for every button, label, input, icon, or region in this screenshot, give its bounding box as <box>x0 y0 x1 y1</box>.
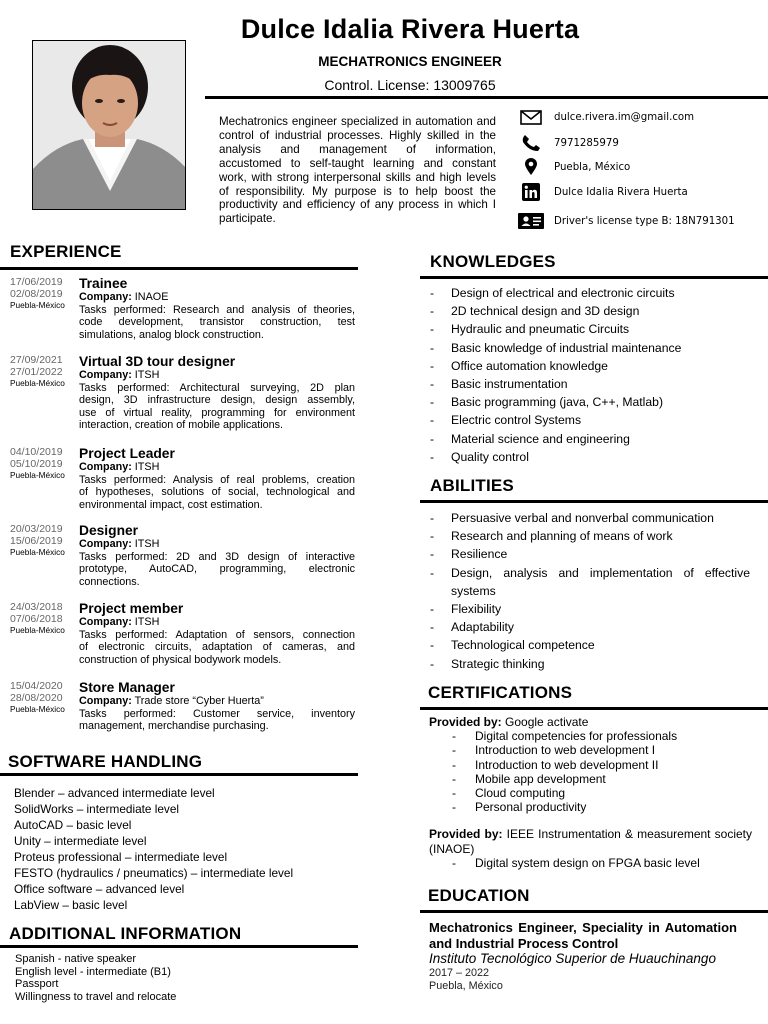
list-item <box>429 856 752 870</box>
software-item: LabView – basic level <box>14 898 128 912</box>
end-date: 27/01/2022 <box>10 366 63 378</box>
provided-by-label: Provided by: <box>429 715 502 729</box>
list-item-text: Resilience <box>451 547 508 562</box>
experience-details <box>79 276 355 341</box>
start-date: 17/06/2019 <box>10 276 63 288</box>
additional-item: Willingness to travel and relocate <box>15 990 177 1003</box>
additional-item: English level - intermediate (B1) <box>15 965 171 978</box>
list-item <box>430 320 760 338</box>
additional-item: Spanish - native speaker <box>15 953 137 965</box>
additional-item: Passport <box>15 978 59 991</box>
bullet-dash: - <box>430 602 435 617</box>
mail-icon <box>518 107 544 127</box>
experience-company <box>79 291 355 304</box>
education-place: Puebla, México <box>429 979 503 992</box>
degree-title: Mechatronics Engineer, Speciality in Automation and Industrial Process Control <box>429 920 737 951</box>
experience-location: Puebla-México <box>10 470 65 480</box>
bullet-dash: - <box>430 322 435 337</box>
list-item <box>430 357 760 375</box>
education-body <box>429 920 737 992</box>
end-date: 02/08/2019 <box>10 288 63 300</box>
experience-divider <box>0 267 358 270</box>
education-years: 2017 – 2022 <box>429 967 490 979</box>
experience-location: Puebla-México <box>10 300 65 310</box>
company-label: Company: <box>79 369 132 381</box>
location-text: Puebla, México <box>554 161 631 173</box>
knowledges-divider <box>420 276 768 279</box>
additional-divider <box>0 945 358 948</box>
list-item <box>429 743 752 757</box>
experience-dates <box>10 276 72 311</box>
bullet-dash: - <box>452 743 456 758</box>
end-date: 05/10/2019 <box>10 458 63 470</box>
list-item <box>429 800 752 814</box>
experience-task-line: Tasks performed: 2D and 3D design of interactive <box>79 550 355 563</box>
experience-company <box>79 695 355 708</box>
experience-location: Puebla-México <box>10 704 65 714</box>
experience-details <box>79 446 355 511</box>
portrait-illustration <box>33 41 186 210</box>
experience-company <box>79 616 355 629</box>
list-item <box>430 655 750 673</box>
experience-title: Trainee <box>79 276 128 291</box>
list-item-text: Digital competencies for professionals <box>475 729 678 744</box>
bullet-dash: - <box>430 620 435 635</box>
experience-details <box>79 680 355 733</box>
experience-title: Project Leader <box>79 446 175 461</box>
list-item-text: Persuasive verbal and nonverbal communication <box>451 511 714 525</box>
experience-dates <box>10 601 72 636</box>
company-name: ITSH <box>134 538 160 550</box>
bullet-dash: - <box>430 511 435 525</box>
bullet-dash: - <box>430 638 435 653</box>
education-heading: EDUCATION <box>428 886 530 905</box>
experience-dates <box>10 446 72 481</box>
cert-list-2 <box>429 856 752 870</box>
control-license: Control. License: 13009765 <box>324 77 496 93</box>
start-date: 15/04/2020 <box>10 680 63 692</box>
company-label: Company: <box>79 695 132 707</box>
bullet-dash: - <box>430 449 435 464</box>
list-item <box>430 636 750 654</box>
software-item: SolidWorks – intermediate level <box>14 802 180 816</box>
list-item-text: Personal productivity <box>475 800 587 815</box>
abilities-list <box>430 509 750 673</box>
experience-task-line: simulations, analog block construction. <box>79 328 264 341</box>
list-item <box>430 527 750 545</box>
provider-1-name: Google activate <box>505 715 589 729</box>
experience-location: Puebla-México <box>10 547 65 557</box>
cert-list-1 <box>429 729 752 814</box>
bullet-dash: - <box>430 656 435 671</box>
list-item <box>430 509 750 527</box>
list-item-text: Electric control Systems <box>451 413 582 428</box>
candidate-name: Dulce Idalia Rivera Huerta <box>240 14 580 44</box>
experience-task-line: environmental impact, cost estimation. <box>79 498 263 511</box>
experience-task-line: management, merchandise purchasing. <box>79 720 269 733</box>
school-name: Instituto Tecnológico Superior de Huauchinango <box>429 951 716 966</box>
email-text[interactable]: dulce.rivera.im@gmail.com <box>554 111 695 123</box>
provider-2-name: IEEE Instrumentation & measurement society (INAOE) <box>429 827 753 856</box>
list-item <box>430 375 760 393</box>
list-item-text: Office automation knowledge <box>451 358 608 373</box>
knowledges-list <box>430 284 760 466</box>
contact-location <box>518 157 630 177</box>
experience-task-line: code development, transistor construction, test <box>79 316 355 329</box>
experience-task-line: connections. <box>79 575 140 588</box>
bullet-dash: - <box>430 395 435 410</box>
software-item: Office software – advanced level <box>14 882 185 896</box>
bullet-dash: - <box>430 358 435 373</box>
experience-location: Puebla-México <box>10 378 65 388</box>
bullet-dash: - <box>430 413 435 428</box>
experience-task-line: Tasks performed: Adaptation of sensors, connection <box>79 628 355 641</box>
phone-icon <box>518 133 544 153</box>
abilities-divider <box>420 500 768 503</box>
experience-company <box>79 461 355 474</box>
list-item-text: Flexibility <box>451 602 502 617</box>
list-item <box>430 393 760 411</box>
contact-phone <box>518 133 619 153</box>
company-label: Company: <box>79 461 132 473</box>
experience-task-line: use of virtual reality, programming for environment <box>79 406 355 419</box>
cert-provider-2 <box>429 827 752 855</box>
list-item <box>430 430 760 448</box>
experience-task-line: Tasks performed: Research and analysis of theories, <box>79 303 355 316</box>
experience-task-line: design, 3D infrastructure design, design assembly, <box>79 394 355 407</box>
bullet-dash: - <box>430 547 435 562</box>
list-item-text: Strategic thinking <box>451 656 545 671</box>
education-divider <box>420 910 768 913</box>
list-item-text: Basic instrumentation <box>451 377 568 392</box>
list-item <box>429 772 752 786</box>
list-item <box>430 564 750 600</box>
software-heading: SOFTWARE HANDLING <box>8 752 203 771</box>
bullet-dash: - <box>452 855 456 870</box>
experience-task-line: prototype, AutoCAD, programming, electronic <box>79 563 355 576</box>
company-label: Company: <box>79 538 132 550</box>
contact-driver-license <box>518 211 735 231</box>
additional-list <box>15 953 355 1003</box>
experience-details <box>79 354 355 432</box>
experience-task-line: Tasks performed: Customer service, inventory <box>79 707 355 720</box>
certifications-body <box>429 715 752 870</box>
list-item-text: Design of electrical and electronic circuits <box>451 286 675 300</box>
software-item: Proteus professional – intermediate level <box>14 850 228 864</box>
company-name: ITSH <box>134 369 160 381</box>
list-item <box>430 545 750 563</box>
company-label: Company: <box>79 616 132 628</box>
bullet-dash: - <box>452 800 456 815</box>
bullet-dash: - <box>452 786 456 801</box>
software-list <box>14 785 354 913</box>
location-pin-icon <box>518 157 544 177</box>
experience-dates <box>10 523 72 558</box>
experience-details <box>79 523 355 588</box>
phone-text: 7971285979 <box>554 137 619 149</box>
experience-title: Store Manager <box>79 680 175 695</box>
bullet-dash: - <box>430 431 435 446</box>
software-item: FESTO (hydraulics / pneumatics) – intermediate level <box>14 866 294 880</box>
bullet-dash: - <box>452 757 456 772</box>
knowledges-heading: KNOWLEDGES <box>430 252 556 271</box>
certifications-heading: CERTIFICATIONS <box>428 683 573 702</box>
list-item-text: Technological competence <box>451 638 595 653</box>
id-card-icon <box>518 211 544 231</box>
list-item-text: Digital system design on FPGA basic level <box>475 855 700 870</box>
linkedin-text[interactable]: Dulce Idalia Rivera Huerta <box>554 186 688 198</box>
list-item <box>430 339 760 357</box>
experience-task-line: of electronic circuits, adaptation of cameras, and <box>79 641 355 654</box>
company-label: Company: <box>79 291 132 303</box>
bullet-dash: - <box>430 340 435 355</box>
list-item <box>430 302 760 320</box>
list-item-text: Quality control <box>451 449 529 464</box>
list-item-text: Introduction to web development I <box>475 743 656 758</box>
bullet-dash: - <box>430 529 435 544</box>
end-date: 28/08/2020 <box>10 692 63 704</box>
software-item: Blender – advanced intermediate level <box>14 786 215 800</box>
experience-details <box>79 601 355 666</box>
list-item-text: Mobile app development <box>475 771 606 786</box>
cert-provider-1 <box>429 715 752 729</box>
job-role: MECHATRONICS ENGINEER <box>318 54 502 69</box>
linkedin-icon <box>518 182 544 202</box>
end-date: 15/06/2019 <box>10 535 63 547</box>
profile-summary: Mechatronics engineer specialized in automation and control of industrial processes. Highly skilled in the analysis and management of information, accustomed to self-taught learning and constant work, with strong interpersonal skills and high levels of responsibility. My purpose is to help boost the productivity and efficiency of any process in which I participate. <box>219 115 496 226</box>
experience-company <box>79 369 355 382</box>
certifications-divider <box>420 707 768 710</box>
list-item-text: Introduction to web development II <box>475 757 659 772</box>
experience-task-line: construction of physical bodywork models. <box>79 653 282 666</box>
list-item <box>429 729 752 743</box>
start-date: 24/03/2018 <box>10 601 63 613</box>
list-item-text: Basic programming (java, C++, Matlab) <box>451 395 664 410</box>
company-name: ITSH <box>134 616 160 628</box>
company-name: Trade store “Cyber Huerta” <box>134 695 264 707</box>
start-date: 20/03/2019 <box>10 523 63 535</box>
software-item: AutoCAD – basic level <box>14 818 132 832</box>
list-item-text: Research and planning of means of work <box>451 529 673 544</box>
experience-company <box>79 538 355 551</box>
list-item-text: Design, analysis and implementation of effective systems <box>451 565 750 598</box>
experience-task-line: Tasks performed: Architectural surveying, 2D plan <box>79 381 355 394</box>
list-item <box>430 411 760 429</box>
list-item-text: Adaptability <box>451 620 515 635</box>
experience-title: Virtual 3D tour designer <box>79 354 236 369</box>
header-divider <box>205 96 768 99</box>
bullet-dash: - <box>452 729 456 744</box>
experience-task-line: of hypotheses, solutions of social, technological and <box>79 486 355 499</box>
start-date: 04/10/2019 <box>10 446 63 458</box>
software-divider <box>0 773 358 776</box>
list-item <box>430 600 750 618</box>
experience-location: Puebla-México <box>10 625 65 635</box>
profile-photo <box>32 40 186 210</box>
contact-email <box>518 107 694 127</box>
bullet-dash: - <box>430 377 435 392</box>
list-item-text: Basic knowledge of industrial maintenance <box>451 340 682 355</box>
experience-dates <box>10 354 72 389</box>
driver-license-text: Driver's license type B: 18N791301 <box>554 215 735 227</box>
list-item <box>429 786 752 800</box>
list-item-text: Material science and engineering <box>451 431 630 446</box>
provided-by-label: Provided by: <box>429 827 503 842</box>
end-date: 07/06/2018 <box>10 613 63 625</box>
experience-task-line: interaction, creation of mobile applications. <box>79 419 284 432</box>
list-item-text: Cloud computing <box>475 786 566 801</box>
list-item-text: 2D technical design and 3D design <box>451 304 640 319</box>
abilities-heading: ABILITIES <box>430 476 514 495</box>
list-item <box>430 284 760 302</box>
company-name: ITSH <box>134 461 160 473</box>
company-name: INAOE <box>134 291 169 303</box>
start-date: 27/09/2021 <box>10 354 63 366</box>
experience-dates <box>10 680 72 715</box>
list-item-text: Hydraulic and pneumatic Circuits <box>451 322 630 337</box>
list-item <box>429 758 752 772</box>
experience-heading: EXPERIENCE <box>10 242 122 261</box>
contact-linkedin <box>518 182 688 202</box>
bullet-dash: - <box>430 286 435 300</box>
experience-title: Designer <box>79 523 139 538</box>
experience-task-line: Tasks performed: Analysis of real problems, creation <box>79 473 355 486</box>
bullet-dash: - <box>452 771 456 786</box>
list-item <box>430 448 760 466</box>
experience-title: Project member <box>79 601 184 616</box>
additional-heading: ADDITIONAL INFORMATION <box>9 924 242 943</box>
bullet-dash: - <box>430 304 435 319</box>
list-item <box>430 618 750 636</box>
software-item: Unity – intermediate level <box>14 834 147 848</box>
bullet-dash: - <box>430 565 435 580</box>
